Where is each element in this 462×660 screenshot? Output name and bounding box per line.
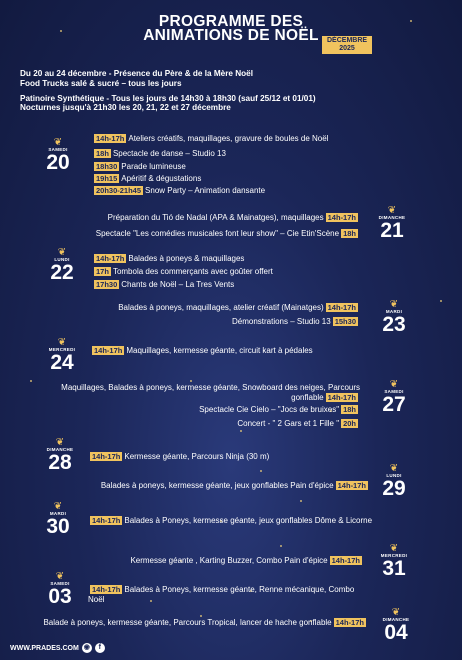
event-line: Balade à poneys, kermesse géante, Parcours Tropical, lancer de hache gonflable 14h-17h xyxy=(43,618,364,627)
day-badge-04: ❦ DIMANCHE 04 xyxy=(376,608,416,642)
event-line: 19h15 Apéritif & dégustations xyxy=(96,174,202,183)
bow-icon: ❦ xyxy=(389,299,399,310)
day-badge-20: ❦ SAMEDI 20 xyxy=(38,138,78,172)
event-line: 14h-17h Balades à poneys & maquillages xyxy=(96,254,245,263)
day-badge-27: ❦ SAMEDI 27 xyxy=(374,380,414,414)
event-line: Kermesse géante , Karting Buzzer, Combo Pain d'épice 14h-17h xyxy=(130,556,360,565)
bow-icon: ❦ xyxy=(55,571,65,582)
event-line: Démonstrations – Studio 13 15h30 xyxy=(231,317,356,326)
badge-year: 2025 xyxy=(339,45,355,52)
website-link[interactable]: WWW.PRADES.COM xyxy=(10,644,79,652)
facebook-icon[interactable]: f xyxy=(95,643,105,653)
event-line: Balades à poneys, kermesse géante, jeux gonflables Pain d'épice 14h-17h xyxy=(100,481,366,490)
event-line: 20h30-21h45 Snow Party – Animation dansante xyxy=(96,186,266,195)
bow-icon: ❦ xyxy=(55,437,65,448)
bow-icon: ❦ xyxy=(389,463,399,474)
page-title-line2: ANIMATIONS DE NOËL xyxy=(143,27,319,44)
event-line: 17h30 Chants de Noël – La Tres Vents xyxy=(96,280,235,289)
event-line: 17h Tombola des commerçants avec goûter offert xyxy=(96,267,273,276)
day-badge-21: ❦ DIMANCHE 21 xyxy=(372,206,412,240)
bow-icon: ❦ xyxy=(391,607,401,618)
bow-icon: ❦ xyxy=(389,379,399,390)
event-line: 18h30 Parade lumineuse xyxy=(96,162,186,171)
event-line: Concert - " 2 Gars et 1 Fille " 20h xyxy=(237,419,356,428)
info-line: Food Trucks salé & sucré – tous les jours xyxy=(20,79,182,88)
day-badge-28: ❦ DIMANCHE 28 xyxy=(40,438,80,472)
bow-icon: ❦ xyxy=(53,501,63,512)
event-line: Préparation du Tió de Nadal (APA & Mainatges), maquillages 14h-17h xyxy=(107,213,356,222)
event-line: Maquillages, Balades à poneys, kermesse géante, Snowboard des neiges, Parcours gonflable 14h-17h xyxy=(61,383,360,402)
badge-month: DÉCEMBRE xyxy=(327,37,368,44)
event-line: Spectacle Cie Cielo – "Jocs de bruixes" 18h xyxy=(199,405,356,414)
bow-icon: ❦ xyxy=(389,543,399,554)
event-line: Spectacle "Les comédies musicales font leur show" – Cie Etin'Scène 18h xyxy=(95,229,356,238)
day-badge-29: ❦ LUNDI 29 xyxy=(374,464,414,498)
event-line: 14h-17h Balades à Poneys, kermesse géante, jeux gonflables Dôme & Licorne xyxy=(92,516,373,525)
day-badge-23: ❦ MARDI 23 xyxy=(374,300,414,334)
event-line: 14h-17h Balades à Poneys, kermesse géante, Renne mécanique, Combo Noël xyxy=(88,585,355,604)
info-line: Du 20 au 24 décembre - Présence du Père & de la Mère Noël xyxy=(20,69,253,78)
info-line: Patinoire Synthétique - Tous les jours de 14h30 à 18h30 (sauf 25/12 et 01/01) xyxy=(20,94,316,103)
day-badge-24: ❦ MERCREDI 24 xyxy=(42,338,82,372)
event-line: 18h Spectacle de danse – Studio 13 xyxy=(96,149,226,158)
footer xyxy=(10,643,105,653)
info-line: Nocturnes jusqu'à 21h30 les 20, 21, 22 et 27 décembre xyxy=(20,103,231,112)
event-line: 14h-17h Ateliers créatifs, maquillages, gravure de boules de Noël xyxy=(96,134,329,143)
bow-icon: ❦ xyxy=(57,247,67,258)
day-badge-31: ❦ MERCREDI 31 xyxy=(374,544,414,578)
event-line: 14h-17h Kermesse géante, Parcours Ninja (30 m) xyxy=(92,452,270,461)
bow-icon: ❦ xyxy=(57,337,67,348)
event-line: Balades à poneys, maquillages, atelier créatif (Mainatges) 14h-17h xyxy=(118,303,356,312)
day-badge-03: ❦ SAMEDI 03 xyxy=(40,572,80,606)
day-badge-22: ❦ LUNDI 22 xyxy=(42,248,82,282)
instagram-icon[interactable]: ◉ xyxy=(83,644,90,651)
page-title-line1: PROGRAMME DES xyxy=(158,13,304,30)
event-line: 14h-17h Maquillages, kermesse géante, circuit kart à pédales xyxy=(94,346,313,355)
bow-icon: ❦ xyxy=(387,205,397,216)
day-badge-30: ❦ MARDI 30 xyxy=(38,502,78,536)
bow-icon: ❦ xyxy=(53,137,63,148)
month-badge xyxy=(322,36,372,54)
